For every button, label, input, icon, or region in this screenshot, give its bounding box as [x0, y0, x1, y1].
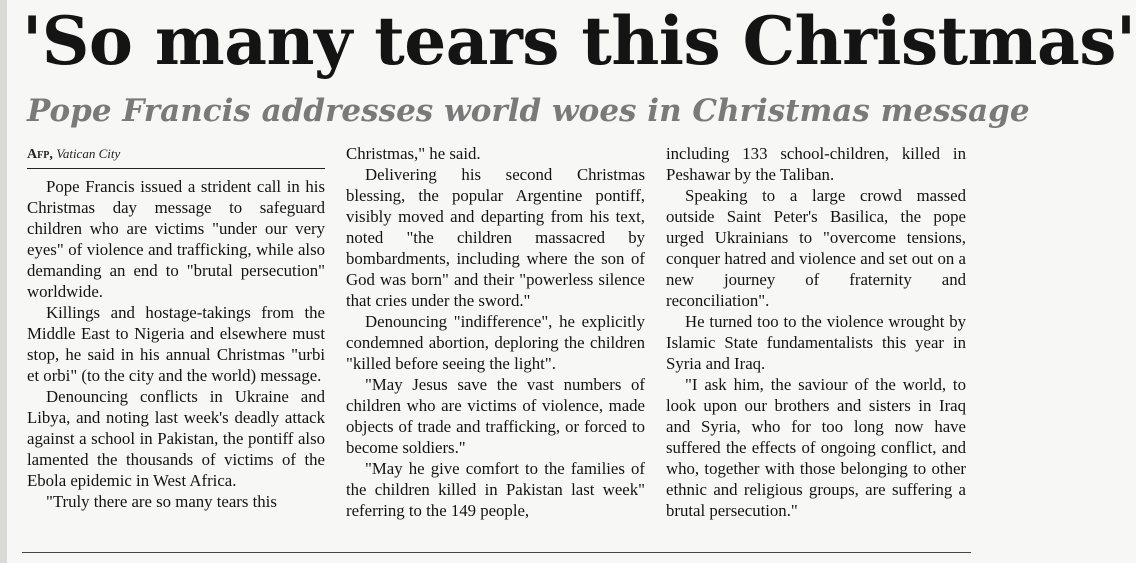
paragraph: Delivering his second Christmas blessing, the popular Argentine pontiff, visibly moved and departing from his text, noted "the children massacred by bombardments, including where the son of God was born" and their "powerless silence that cries under the sword." — [346, 165, 645, 310]
byline-agency: Afp, — [27, 147, 53, 162]
paragraph: "May he give comfort to the families of the children killed in Pakistan last week" referring to the 149 people, — [346, 459, 645, 520]
byline — [27, 145, 327, 164]
paragraph-continued: Christmas," he said. — [346, 144, 481, 163]
paragraph: He turned too to the violence wrought by Islamic State fundamentalists this year in Syria and Iraq. — [666, 312, 966, 373]
headline: 'So many tears this Christmas' — [22, 2, 1136, 80]
paragraph: Denouncing "indifference", he explicitly condemned abortion, deploring the children "killed before seeing the light". — [346, 312, 645, 373]
paragraph: "Truly there are so many tears this — [46, 492, 277, 511]
subheadline: Pope Francis addresses world woes in Christmas message — [27, 93, 1030, 129]
paragraph: Killings and hostage-takings from the Middle East to Nigeria and elsewhere must stop, he said in his annual Christmas "urbi et orbi" (to the city and the world) message. — [27, 303, 325, 385]
article-column-2 — [346, 143, 645, 521]
paragraph: "May Jesus save the vast numbers of children who are victims of violence, made objects of trade and trafficking, or forced to become soldiers." — [346, 375, 645, 457]
byline-rule — [27, 168, 325, 169]
article-column-3 — [666, 143, 966, 521]
article-column-1 — [27, 176, 325, 512]
bottom-rule — [22, 552, 971, 553]
paragraph: Pope Francis issued a strident call in his Christmas day message to safeguard children who are victims "under our very eyes" of violence and trafficking, while also demanding an end to "brutal persecution" worldwide. — [27, 177, 325, 301]
byline-location: Vatican City — [56, 146, 121, 161]
left-margin-rule — [0, 0, 7, 563]
paragraph: Denouncing conflicts in Ukraine and Libya, and noting last week's deadly attack against a school in Pakistan, the pontiff also lamented the thousands of victims of the Ebola epidemic in West Africa. — [27, 387, 325, 490]
paragraph: Speaking to a large crowd massed outside Saint Peter's Basilica, the pope urged Ukrainians to "overcome tensions, conquer hatred and violence and set out on a new journey of fraternity and reconciliation". — [666, 186, 966, 310]
paragraph-continued: including 133 school-children, killed in Peshawar by the Taliban. — [666, 144, 966, 184]
paragraph: "I ask him, the saviour of the world, to look upon our brothers and sisters in Iraq and Syria, who for too long now have suffered the effects of ongoing conflict, and who, together with those belonging to other ethnic and religious groups, are suffering a brutal persecution." — [666, 375, 966, 520]
